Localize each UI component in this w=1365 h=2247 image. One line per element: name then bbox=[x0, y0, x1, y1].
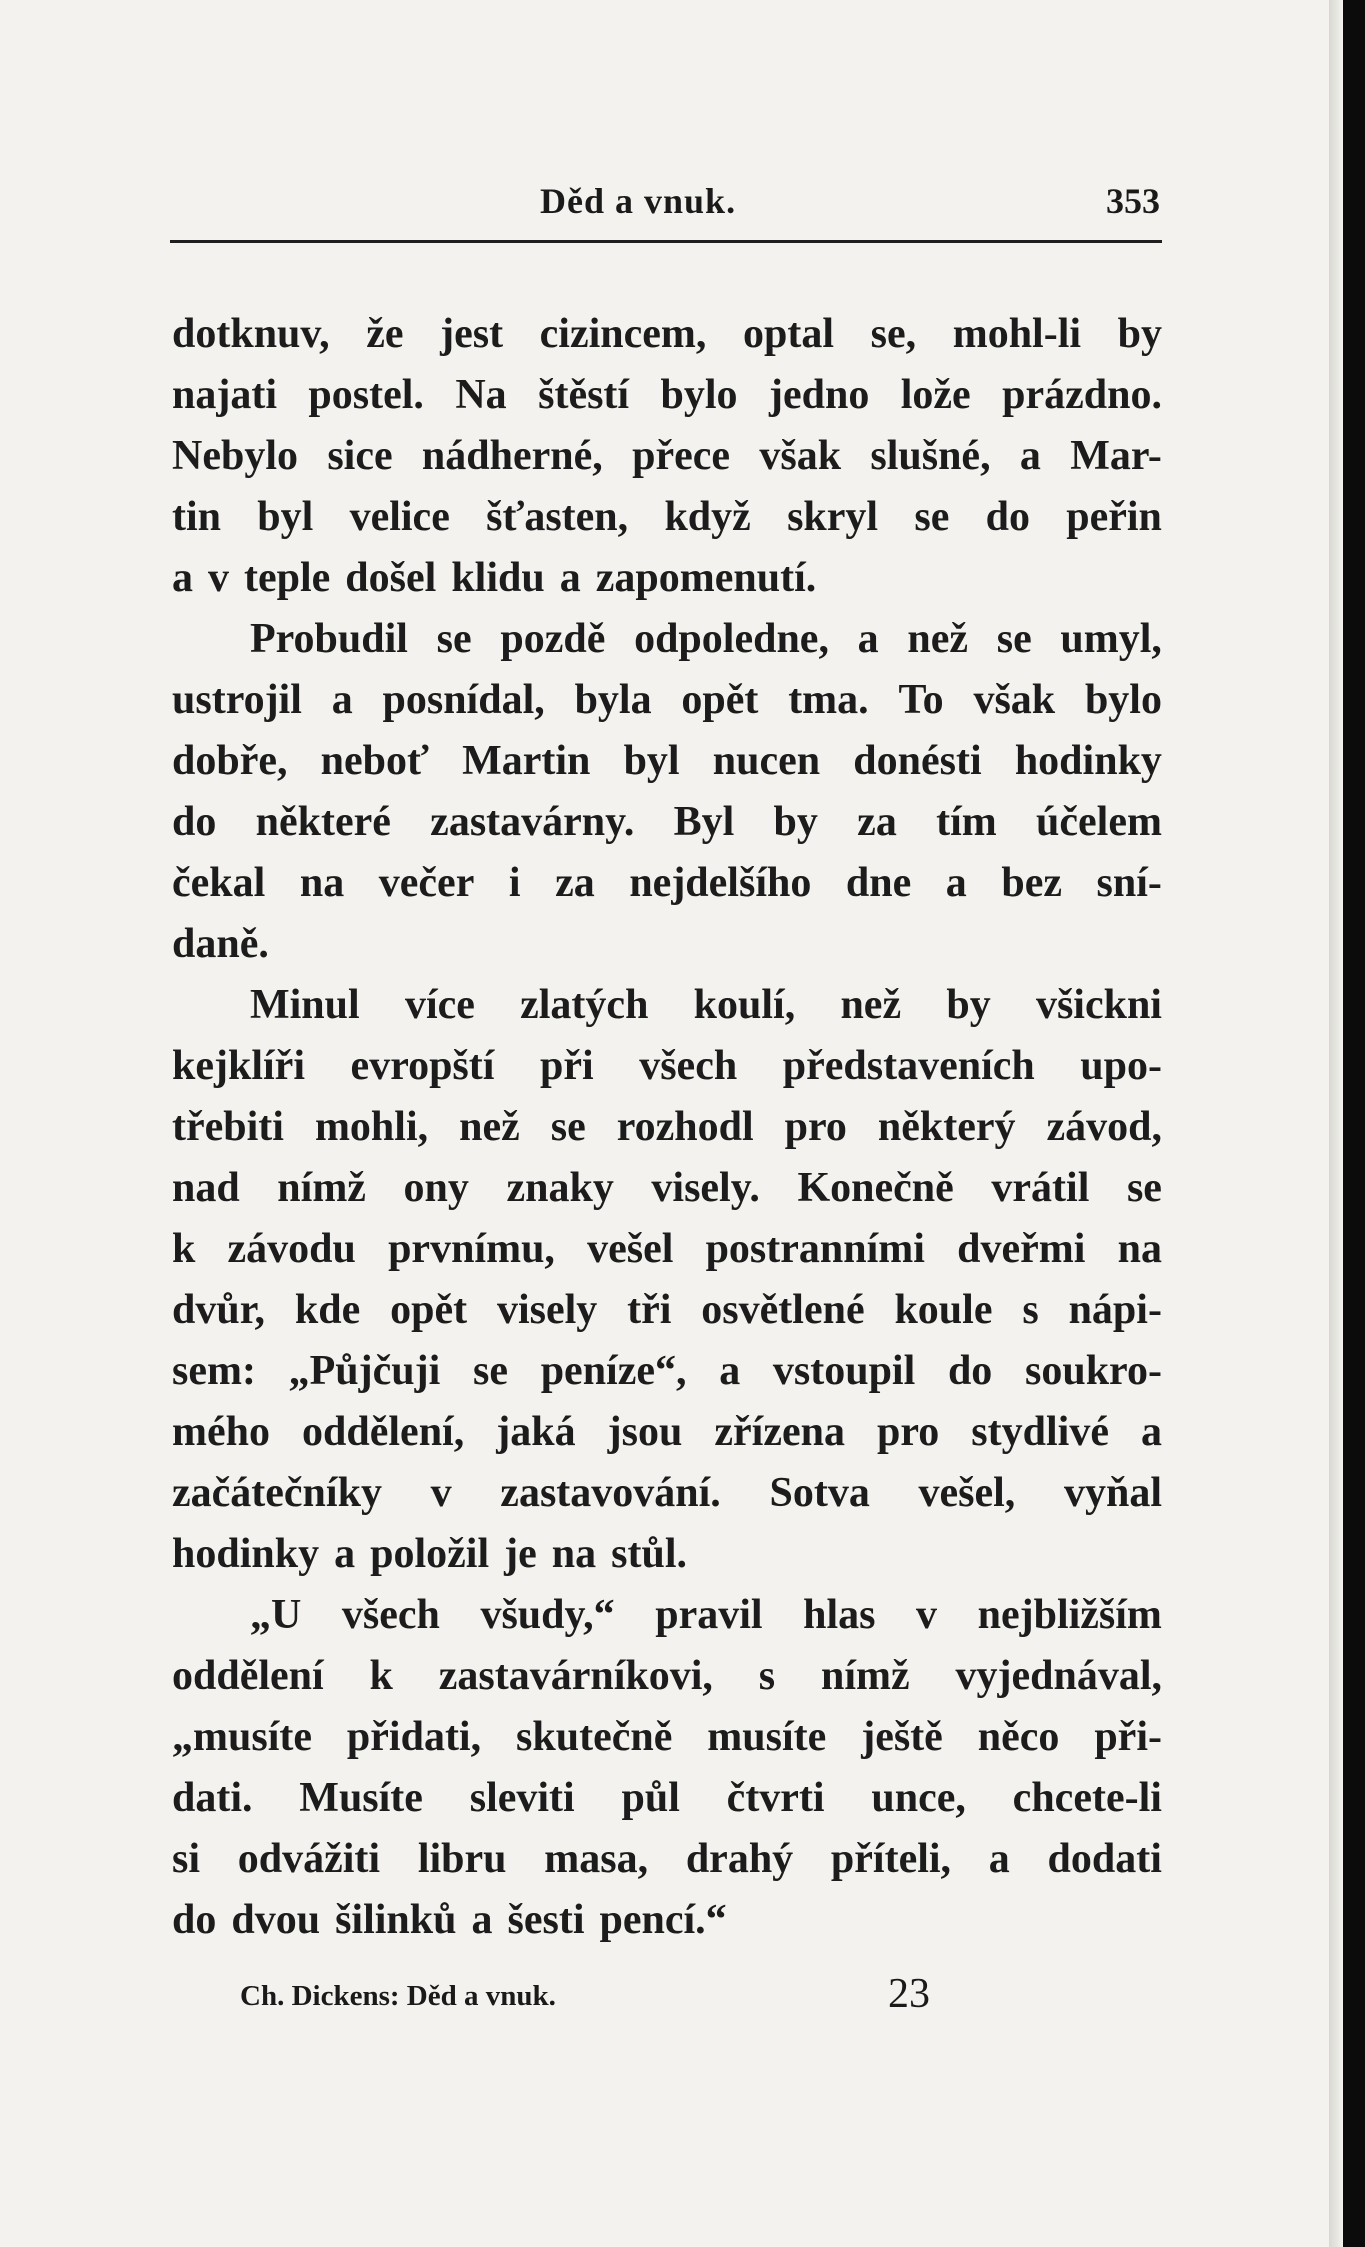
text-line: daně. bbox=[172, 921, 269, 967]
text-line: ustrojil a posnídal, byla opět tma. To však bylo bbox=[172, 677, 1162, 723]
header-rule bbox=[170, 240, 1162, 243]
text-line: třebiti mohli, než se rozhodl pro některý závod, bbox=[172, 1104, 1162, 1150]
text-line: kejklíři evropští při všech představeních upo- bbox=[172, 1043, 1162, 1089]
text-line: Nebylo sice nádherné, přece však slušné, a Mar- bbox=[172, 433, 1162, 479]
page-edge-shadow bbox=[1329, 0, 1343, 2247]
text-line: čekal na večer i za nejdelšího dne a bez sní- bbox=[172, 860, 1162, 906]
text-line: do některé zastavárny. Byl by za tím účelem bbox=[172, 799, 1162, 845]
text-line: hodinky a položil je na stůl. bbox=[172, 1531, 687, 1577]
text-line: sem: „Půjčuji se peníze“, a vstoupil do soukro- bbox=[172, 1348, 1162, 1394]
page-footer bbox=[240, 1970, 1000, 2030]
text-line: Probudil se pozdě odpoledne, a než se umyl, bbox=[250, 616, 1162, 662]
text-line: „musíte přidati, skutečně musíte ještě něco při- bbox=[172, 1714, 1162, 1760]
text-line: nad nímž ony znaky visely. Konečně vrátil se bbox=[172, 1165, 1162, 1211]
text-line: oddělení k zastavárníkovi, s nímž vyjednával, bbox=[172, 1653, 1162, 1699]
printer-signature: Ch. Dickens: Děd a vnuk. bbox=[240, 1980, 556, 2012]
running-title: Děd a vnuk. bbox=[540, 181, 737, 221]
signature-mark: 23 bbox=[888, 1971, 930, 2017]
text-line: začátečníky v zastavování. Sotva vešel, vyňal bbox=[172, 1470, 1162, 1516]
text-line: dvůr, kde opět visely tři osvětlené koule s nápi- bbox=[172, 1287, 1162, 1333]
text-line: Minul více zlatých koulí, než by všickni bbox=[250, 982, 1162, 1028]
text-line: mého oddělení, jaká jsou zřízena pro stydlivé a bbox=[172, 1409, 1162, 1455]
text-line: si odvážiti libru masa, drahý příteli, a dodati bbox=[172, 1836, 1162, 1882]
body-text bbox=[172, 304, 1162, 1951]
text-line: „U všech všudy,“ pravil hlas v nejbližším bbox=[250, 1592, 1162, 1638]
page-number: 353 bbox=[1106, 181, 1160, 221]
text-line: k závodu prvnímu, vešel postranními dveřmi na bbox=[172, 1226, 1162, 1272]
text-line: dotknuv, že jest cizincem, optal se, mohl-li by bbox=[172, 311, 1162, 357]
text-line: dobře, neboť Martin byl nucen donésti hodinky bbox=[172, 738, 1162, 784]
running-head bbox=[170, 180, 1160, 230]
text-line: dati. Musíte sleviti půl čtvrti unce, chcete-li bbox=[172, 1775, 1162, 1821]
text-line: najati postel. Na štěstí bylo jedno lože prázdno. bbox=[172, 372, 1162, 418]
text-line: do dvou šilinků a šesti pencí.“ bbox=[172, 1897, 727, 1943]
text-line: a v teple došel klidu a zapomenutí. bbox=[172, 555, 817, 601]
text-line: tin byl velice šťasten, když skryl se do peřin bbox=[172, 494, 1162, 540]
